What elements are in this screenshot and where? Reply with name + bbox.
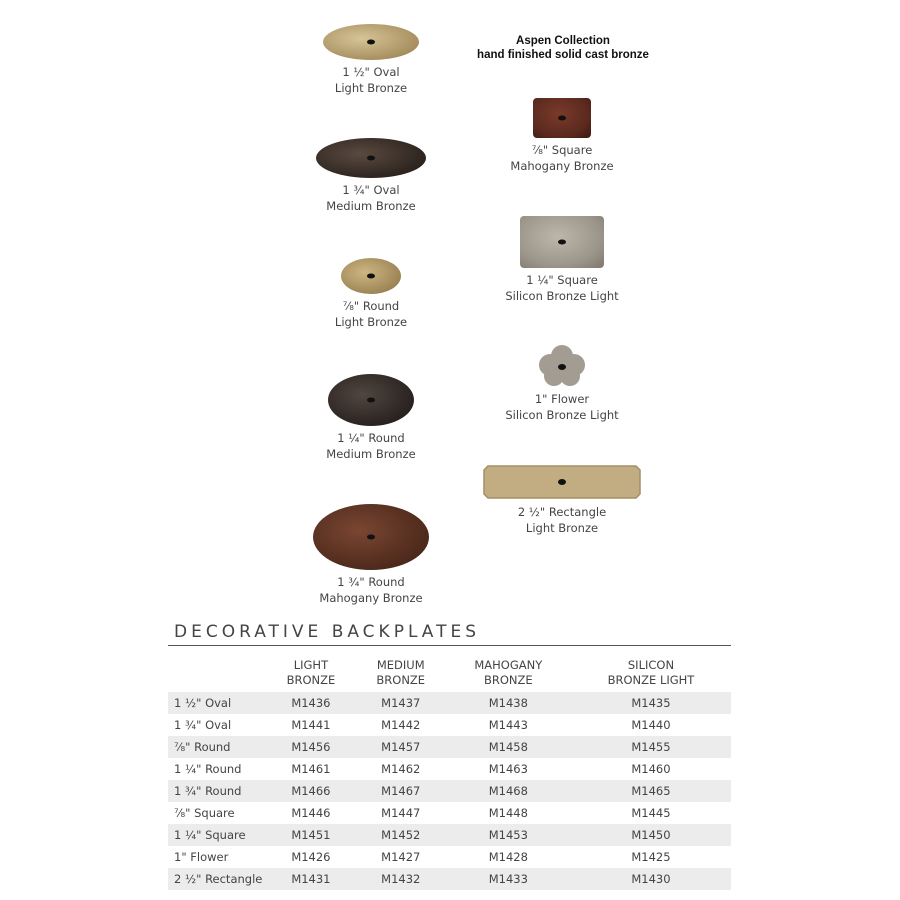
round-backplate-icon [328, 374, 414, 426]
round-backplate-icon [341, 258, 401, 294]
table-row [168, 692, 731, 714]
product-round-light-bronze [281, 258, 461, 330]
table-cell: M1448 [488, 806, 528, 820]
flower-backplate-icon [538, 345, 586, 387]
oval-backplate-icon [323, 24, 419, 60]
row-name: 1" Flower [174, 850, 229, 864]
column-header: SILICON BRONZE LIGHT [607, 658, 695, 687]
product-round-mahogany-bronze [281, 504, 461, 606]
row-name: 1 ¼" Round [174, 762, 242, 776]
table-cell: M1437 [356, 692, 446, 714]
product-size: 2 ½" Rectangle [517, 505, 607, 519]
row-name: 1 ¼" Square [168, 824, 266, 846]
table-row [168, 758, 731, 780]
product-round-medium-bronze [281, 374, 461, 462]
table-header-row [168, 654, 731, 692]
product-finish: Light Bronze [334, 81, 408, 95]
product-finish: Mahogany Bronze [319, 591, 423, 605]
row-name: 1 ¾" Oval [174, 718, 232, 732]
table-row [168, 780, 731, 802]
table-cell: M1431 [266, 868, 356, 890]
table-cell: M1445 [631, 806, 671, 820]
product-size: 1" Flower [534, 392, 590, 406]
product-size: 1 ¾" Oval [342, 183, 400, 197]
product-finish: Silicon Bronze Light [505, 408, 619, 422]
column-header: MEDIUM BRONZE [376, 658, 426, 687]
table-cell: M1458 [446, 736, 571, 758]
product-size: 1 ¾" Round [337, 575, 405, 589]
row-name: ⅞" Square [174, 806, 235, 820]
product-oval-light-bronze [281, 24, 461, 96]
table-cell: M1468 [446, 780, 571, 802]
section-title: DECORATIVE BACKPLATES [174, 622, 481, 642]
row-name: 1 ½" Oval [168, 692, 266, 714]
table-cell: M1438 [446, 692, 571, 714]
row-name: ⅞" Round [168, 736, 266, 758]
table-cell: M1462 [381, 762, 421, 776]
table-cell: M1443 [488, 718, 528, 732]
table-cell: M1441 [291, 718, 331, 732]
square-backplate-icon [520, 216, 604, 268]
table-cell: M1465 [571, 780, 731, 802]
product-finish: Silicon Bronze Light [505, 289, 619, 303]
product-rectangle-light-bronze [472, 464, 652, 536]
table-cell: M1467 [356, 780, 446, 802]
table-cell: M1442 [381, 718, 421, 732]
table-cell: M1453 [446, 824, 571, 846]
table-cell: M1428 [488, 850, 528, 864]
table-cell: M1451 [266, 824, 356, 846]
round-backplate-icon [313, 504, 429, 570]
column-header: MAHOGANY BRONZE [474, 658, 543, 687]
row-name: 2 ½" Rectangle [168, 868, 266, 890]
product-square-mahogany-bronze [472, 98, 652, 174]
table-cell: M1435 [571, 692, 731, 714]
rectangle-backplate-icon [482, 464, 642, 500]
table-cell: M1446 [291, 806, 331, 820]
table-cell: M1457 [356, 736, 446, 758]
table-row [168, 868, 731, 890]
table-cell: M1456 [266, 736, 356, 758]
table-row [168, 802, 731, 824]
table-header-blank [168, 654, 266, 692]
product-square-silicon-bronze [472, 216, 652, 304]
product-finish: Mahogany Bronze [510, 159, 614, 173]
product-size: 1 ¼" Square [526, 273, 598, 287]
table-cell: M1427 [381, 850, 421, 864]
table-cell: M1455 [571, 736, 731, 758]
product-flower-silicon-bronze [472, 345, 652, 423]
backplates-table [168, 654, 731, 890]
product-size: 1 ½" Oval [342, 65, 400, 79]
table-cell: M1433 [446, 868, 571, 890]
table-cell: M1447 [381, 806, 421, 820]
product-finish: Light Bronze [525, 521, 599, 535]
table-cell: M1460 [631, 762, 671, 776]
table-row [168, 846, 731, 868]
table-cell: M1425 [631, 850, 671, 864]
product-finish: Medium Bronze [326, 447, 416, 461]
table-row [168, 824, 731, 846]
collection-title: Aspen Collection [516, 35, 610, 47]
table-cell: M1461 [291, 762, 331, 776]
table-row [168, 736, 731, 758]
table-cell: M1426 [291, 850, 331, 864]
section-divider [168, 645, 731, 646]
square-backplate-icon [533, 98, 591, 138]
product-finish: Medium Bronze [326, 199, 416, 213]
row-name: 1 ¾" Round [168, 780, 266, 802]
table-cell: M1436 [266, 692, 356, 714]
product-size: 1 ¼" Round [337, 431, 405, 445]
table-cell: M1466 [266, 780, 356, 802]
oval-backplate-icon [316, 138, 426, 178]
product-size: ⅞" Round [342, 299, 400, 313]
table-cell: M1432 [356, 868, 446, 890]
table-cell: M1452 [356, 824, 446, 846]
table-cell: M1440 [631, 718, 671, 732]
table-row [168, 714, 731, 736]
collection-header [440, 34, 686, 62]
product-finish: Light Bronze [334, 315, 408, 329]
product-size: ⅞" Square [531, 143, 593, 157]
table-cell: M1463 [488, 762, 528, 776]
product-oval-medium-bronze [281, 138, 461, 214]
column-header: LIGHT BRONZE [286, 658, 336, 687]
collection-subtitle: hand finished solid cast bronze [477, 49, 649, 61]
table-cell: M1430 [571, 868, 731, 890]
table-cell: M1450 [571, 824, 731, 846]
